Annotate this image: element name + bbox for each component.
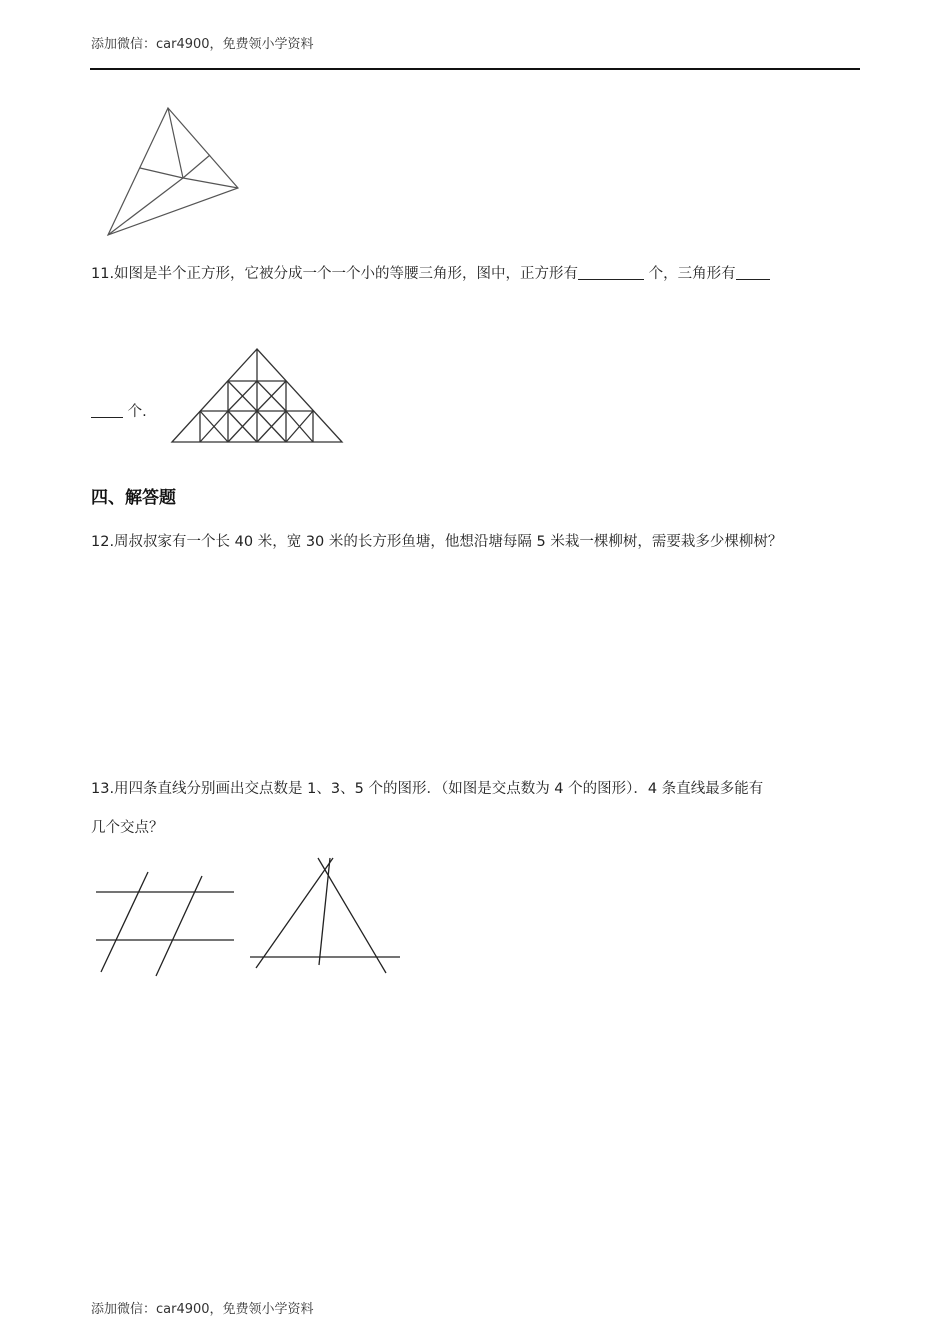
answer-blank-triangles-part2[interactable] [91, 403, 123, 418]
question-11-suffix: 个. [127, 404, 147, 420]
question-13-line2: 几个交点？ [91, 820, 164, 836]
question-11-line2 [91, 400, 147, 421]
question-11-mid: 个，三角形有 [648, 266, 736, 282]
section-title: 四、解答题 [91, 488, 176, 508]
parallel-lines-figure [90, 868, 240, 980]
crossing-lines-figure [246, 854, 406, 978]
triangle-cevians-figure [88, 98, 263, 246]
question-13-line1: 13.用四条直线分别画出交点数是 1、3、5 个的图形．（如图是交点数为 4 个的图形）．4 条直线最多能有 [91, 781, 764, 797]
page-header: 添加微信：car4900，免费领小学资料 [91, 37, 314, 52]
page-footer: 添加微信：car4900，免费领小学资料 [91, 1302, 314, 1317]
half-square-figure [170, 347, 345, 445]
question-11-prefix: 11.如图是半个正方形，它被分成一个一个小的等腰三角形，图中，正方形有 [91, 266, 579, 282]
answer-blank-triangles-part1[interactable] [736, 265, 770, 280]
answer-blank-squares[interactable] [578, 265, 644, 280]
question-11-line1 [91, 262, 770, 283]
question-12: 12.周叔叔家有一个长 40 米，宽 30 米的长方形鱼塘，他想沿塘每隔 5 米栽一棵柳树，需要栽多少棵柳树？ [91, 534, 783, 550]
header-divider [90, 68, 860, 70]
